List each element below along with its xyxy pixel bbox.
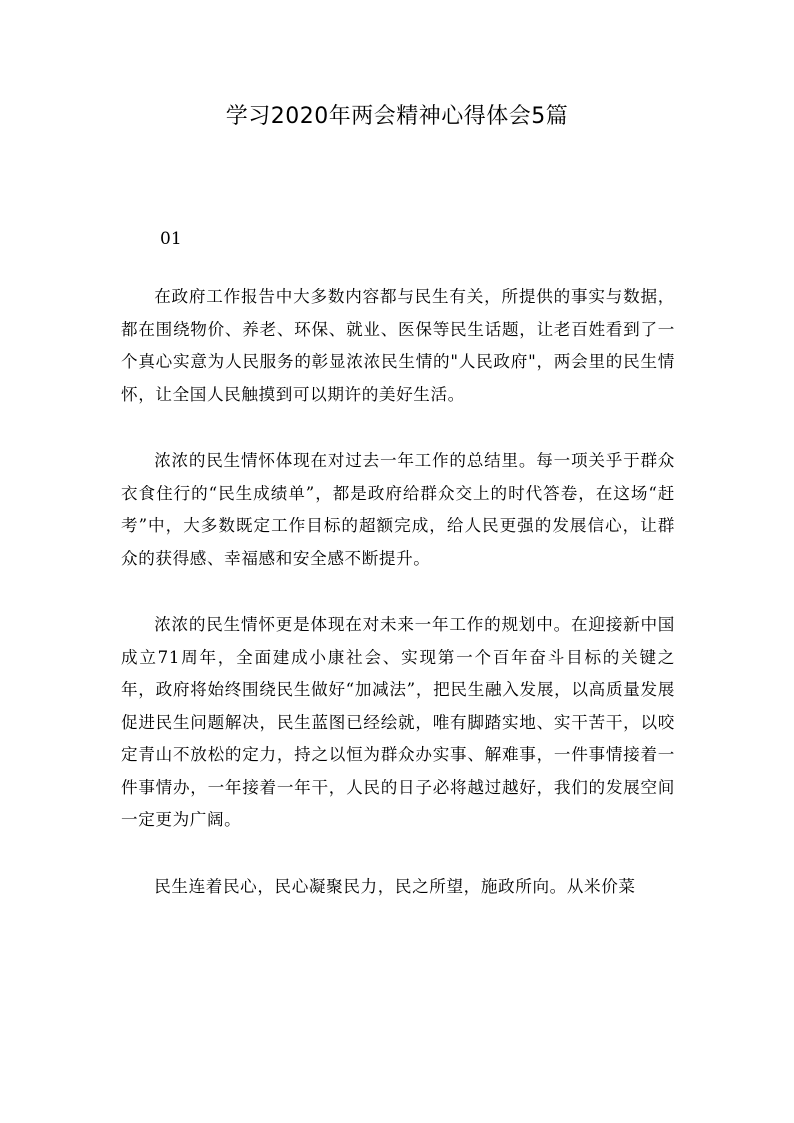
paragraph-2: 浓浓的民生情怀体现在对过去一年工作的总结里。每一项关乎于群众衣食住行的“民生成绩单”，都是政府给群众交上的时代答卷，在这场“赶考”中，大多数既定工作目标的超额完成，给人民更强的发展信心，让群众的获得感、幸福感和安全感不断提升。 [121, 451, 675, 568]
document-body [121, 281, 675, 937]
paragraph-3: 浓浓的民生情怀更是体现在对未来一年工作的规划中。在迎接新中国成立71周年，全面建成小康社会、实现第一个百年奋斗目标的关键之年，政府将始终围绕民生做好“加减法”，把民生融入发展，以高质量发展促进民生问题解决，民生蓝图已经绘就，唯有脚踏实地、实干苦干，以咬定青山不放松的定力，持之以恒为群众办实事、解难事，一件事情接着一件事情办，一年接着一年干，人民的日子必将越过越好，我们的发展空间一定更为广阔。 [121, 615, 675, 829]
section-number: 01 [160, 229, 182, 249]
paragraph-4: 民生连着民心，民心凝聚民力，民之所望，施政所向。从米价菜 [154, 876, 636, 896]
paragraph-1: 在政府工作报告中大多数内容都与民生有关，所提供的事实与数据，都在围绕物价、养老、环保、就业、医保等民生话题，让老百姓看到了一个真心实意为人民服务的彰显浓浓民生情的"人民政府"，两会里的民生情怀，让全国人民触摸到可以期许的美好生活。 [121, 287, 675, 404]
document-title: 学习2020年两会精神心得体会5篇 [225, 104, 569, 129]
